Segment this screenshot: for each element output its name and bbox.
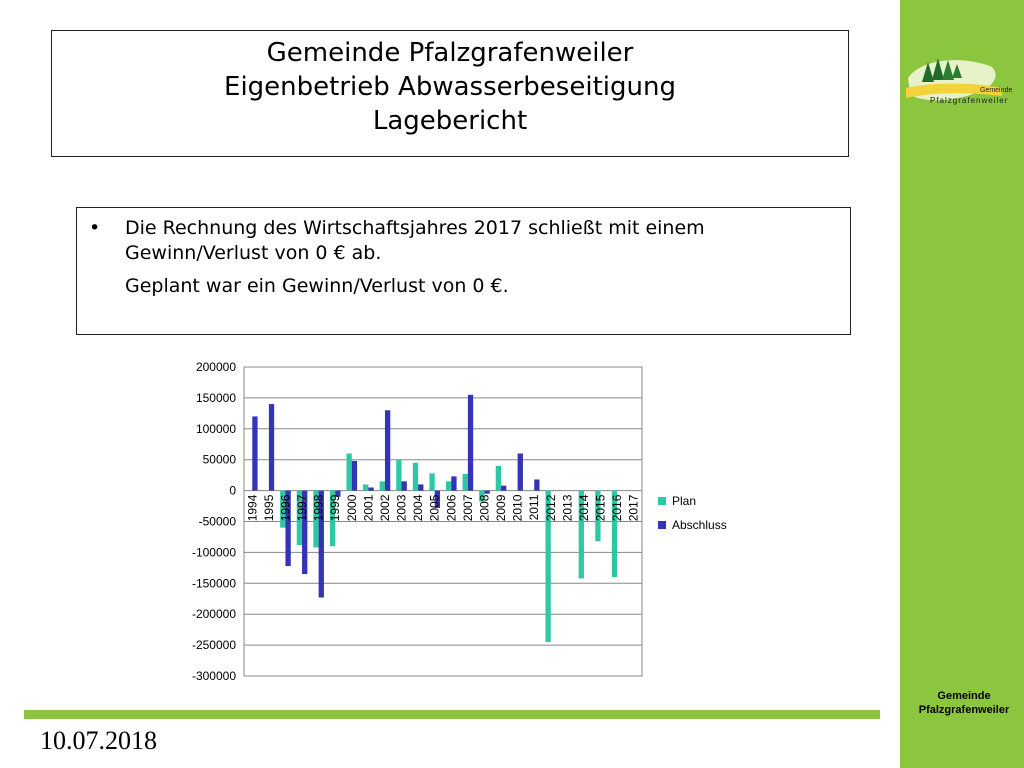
y-tick-label: -300000 <box>191 669 236 683</box>
y-tick-label: 50000 <box>202 452 236 467</box>
slide-date: 10.07.2018 <box>40 726 157 755</box>
x-tick-label: 2015 <box>593 494 608 522</box>
legend-label-plan: Plan <box>672 494 697 508</box>
title-line-2: Eigenbetrieb Abwasserbeseitigung <box>224 72 676 102</box>
y-tick-label: 100000 <box>195 421 236 436</box>
footer-municipality-name <box>904 689 1024 717</box>
text-box <box>76 207 851 335</box>
bar-plan-2003 <box>396 460 401 491</box>
x-tick-label: 2012 <box>543 494 558 522</box>
x-tick-label: 2000 <box>344 494 359 522</box>
planned-text: Geplant war ein Gewinn/Verlust von 0 €. <box>125 275 509 297</box>
y-tick-label: -250000 <box>191 638 236 653</box>
y-tick-label: -100000 <box>191 545 236 560</box>
legend-label-abschluss: Abschluss <box>672 518 727 532</box>
bar-abschluss-2003 <box>402 481 407 490</box>
x-tick-label: 2009 <box>494 494 509 522</box>
municipality-logo <box>902 48 1020 110</box>
svg-text:Gemeinde: Gemeinde <box>980 87 1013 94</box>
bar-abschluss-2010 <box>518 454 523 491</box>
y-tick-label: -150000 <box>191 576 236 591</box>
x-tick-label: 1999 <box>328 494 343 522</box>
x-tick-label: 1996 <box>278 494 293 522</box>
bar-abschluss-2008 <box>484 491 489 494</box>
x-tick-label: 1998 <box>311 494 326 522</box>
x-tick-label: 2005 <box>427 494 442 522</box>
bar-plan-2009 <box>496 466 501 491</box>
x-tick-label: 2013 <box>560 494 575 522</box>
legend-swatch-abschluss <box>658 521 666 529</box>
x-tick-label: 2007 <box>460 494 475 522</box>
bar-abschluss-2009 <box>501 486 506 491</box>
bar-abschluss-2006 <box>451 476 456 490</box>
x-tick-label: 2016 <box>610 494 625 522</box>
x-tick-label: 2002 <box>377 494 392 522</box>
bullet-item <box>89 216 838 266</box>
x-tick-label: 2001 <box>361 494 376 522</box>
bar-abschluss-1995 <box>269 404 274 491</box>
y-tick-label: -200000 <box>191 607 236 622</box>
bar-abschluss-2004 <box>418 484 423 490</box>
bar-abschluss-2002 <box>385 410 390 490</box>
bar-abschluss-2011 <box>534 479 539 490</box>
x-tick-label: 1997 <box>295 494 310 522</box>
x-tick-label: 2003 <box>394 494 409 522</box>
bullet-text: Die Rechnung des Wirtschaftsjahres 2017 schließt mit einem Gewinn/Verlust von 0 € ab. <box>125 217 705 264</box>
title-line-3: Lagebericht <box>372 106 528 136</box>
x-tick-label: 2017 <box>626 494 641 522</box>
bar-plan-2007 <box>463 474 468 491</box>
title-line-1: Gemeinde Pfalzgrafenweiler <box>266 38 634 68</box>
green-sidebar <box>900 0 1024 768</box>
y-tick-label: 150000 <box>195 390 236 405</box>
bar-abschluss-2000 <box>352 461 357 491</box>
legend-swatch-plan <box>658 497 666 505</box>
bar-plan-2000 <box>346 454 351 491</box>
bar-abschluss-1994 <box>252 416 257 490</box>
x-tick-label: 1995 <box>261 494 276 522</box>
profit-loss-chart <box>178 355 768 685</box>
bar-plan-2005 <box>429 473 434 490</box>
bar-plan-2001 <box>363 484 368 490</box>
bar-plan-2006 <box>446 481 451 490</box>
footer-line-1: Gemeinde <box>937 690 991 702</box>
bar-plan-2004 <box>413 463 418 491</box>
footer-line-2: Pfalzgrafenweiler <box>918 704 1010 716</box>
x-tick-label: 2006 <box>444 494 459 522</box>
bar-abschluss-2007 <box>468 395 473 491</box>
y-tick-label: 0 <box>229 483 236 498</box>
svg-text:Pfalzgrafenweiler: Pfalzgrafenweiler <box>930 96 1009 105</box>
y-tick-label: 200000 <box>195 360 236 374</box>
x-tick-label: 2010 <box>510 494 525 522</box>
y-tick-label: -50000 <box>198 514 236 529</box>
bar-abschluss-2001 <box>368 488 373 491</box>
x-tick-label: 1994 <box>245 494 260 522</box>
bar-plan-2002 <box>380 481 385 490</box>
x-tick-label: 2011 <box>527 494 542 521</box>
x-tick-label: 2014 <box>576 494 591 522</box>
bullet-dot: • <box>89 217 101 239</box>
x-tick-label: 2008 <box>477 494 492 522</box>
x-tick-label: 2004 <box>411 494 426 522</box>
title-box <box>51 30 849 157</box>
footer-green-bar <box>24 710 880 719</box>
